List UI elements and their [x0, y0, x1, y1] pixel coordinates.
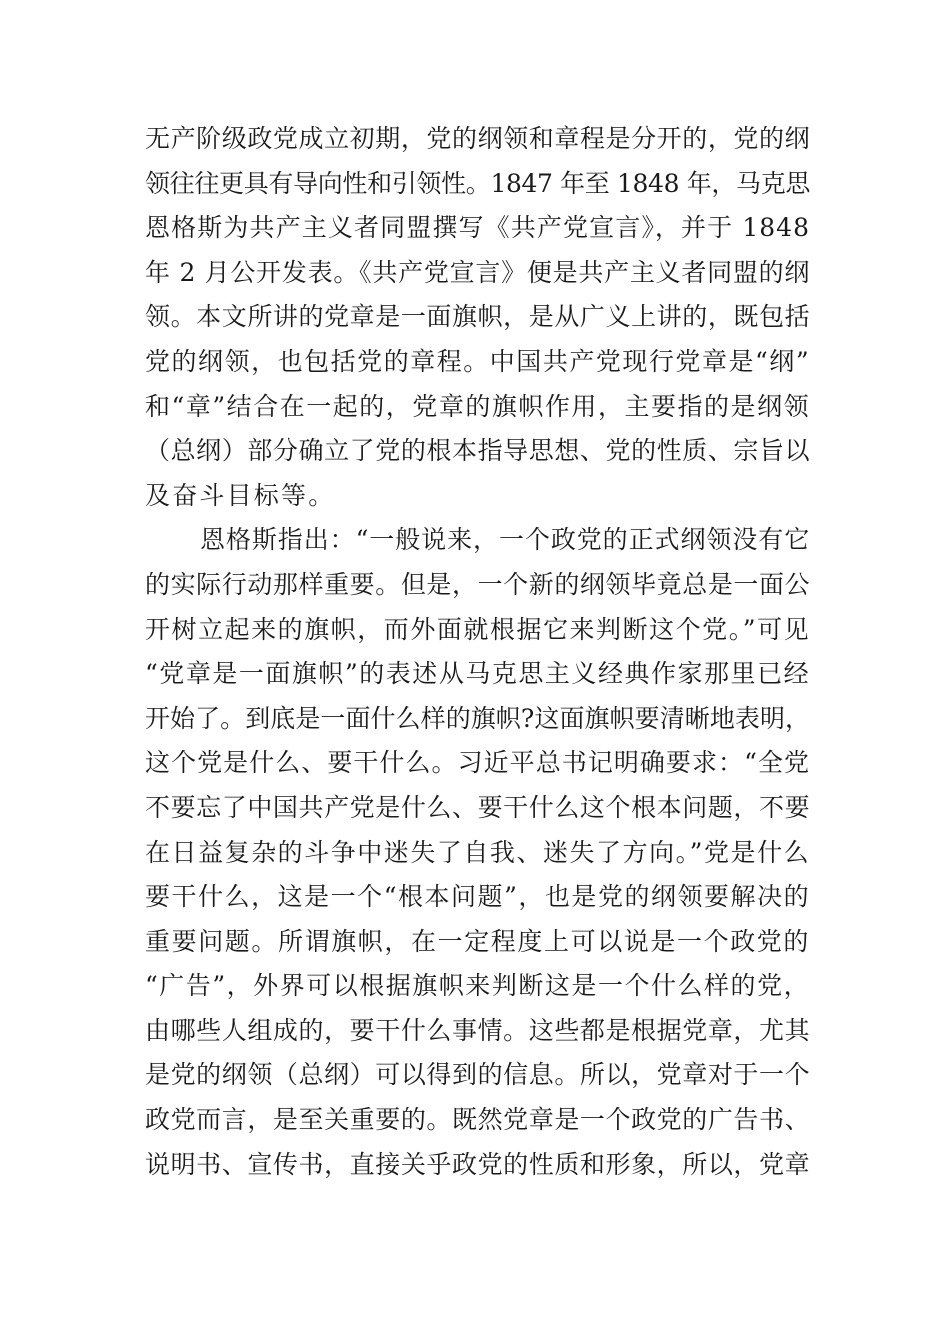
text-line: 是党的纲领（总纲）可以得到的信息。所以，党章对于一个	[145, 1060, 810, 1090]
text-line: 领往往更具有导向性和引领性。1847 年至 1848 年，马克思	[145, 168, 810, 198]
text-line: 开始了。到底是一面什么样的旗帜?这面旗帜要清晰地表明，	[145, 703, 810, 733]
text-line: 重要问题。所谓旗帜，在一定程度上可以说是一个政党的	[145, 926, 811, 956]
text-line: 这个党是什么、要干什么。习近平总书记明确要求：“全党	[145, 748, 810, 778]
text-line: 在日益复杂的斗争中迷失了自我、迷失了方向。”党是什么	[145, 837, 810, 867]
text-line: 及奋斗目标等。	[145, 480, 336, 510]
text-line: 党的纲领，也包括党的章程。中国共产党现行党章是“纲”	[145, 346, 810, 376]
text-line: 无产阶级政党成立初期，党的纲领和章程是分开的，党的纲	[145, 124, 810, 153]
text-line: 和“章”结合在一起的，党章的旗帜作用，主要指的是纲领	[145, 391, 810, 421]
text-line: 年 2 月公开发表。《共产党宣言》便是共产主义者同盟的纲	[145, 257, 810, 287]
text-line: 领。本文所讲的党章是一面旗帜，是从广义上讲的，既包括	[145, 302, 810, 332]
text-line: 的实际行动那样重要。但是，一个新的纲领毕竟总是一面公	[145, 569, 810, 599]
text-line: 政党而言，是至关重要的。既然党章是一个政党的广告书、	[145, 1105, 810, 1135]
text-line: 开树立起来的旗帜，而外面就根据它来判断这个党。”可见	[145, 614, 810, 644]
text-line: 说明书、宣传书，直接关乎政党的性质和形象，所以，党章	[145, 1149, 810, 1179]
text-line: 恩格斯为共产主义者同盟撰写《共产党宣言》，并于 1848	[145, 213, 810, 243]
text-line: （总纲）部分确立了党的根本指导思想、党的性质、宗旨以	[145, 436, 810, 466]
paragraph-2	[145, 518, 810, 1187]
text-line: “广告”，外界可以根据旗帜来判断这是一个什么样的党，	[145, 971, 810, 1001]
text-line: 恩格斯指出：“一般说来，一个政党的正式纲领没有它	[200, 525, 810, 555]
text-line: 要干什么，这是一个“根本问题”，也是党的纲领要解决的	[145, 882, 810, 912]
text-line: 由哪些人组成的，要干什么事情。这些都是根据党章，尤其	[145, 1015, 810, 1045]
document-body	[145, 117, 810, 1187]
text-line: 不要忘了中国共产党是什么、要干什么这个根本问题，不要	[145, 792, 810, 822]
paragraph-1	[145, 117, 810, 518]
text-line: “党章是一面旗帜”的表述从马克思主义经典作家那里已经	[145, 659, 810, 689]
